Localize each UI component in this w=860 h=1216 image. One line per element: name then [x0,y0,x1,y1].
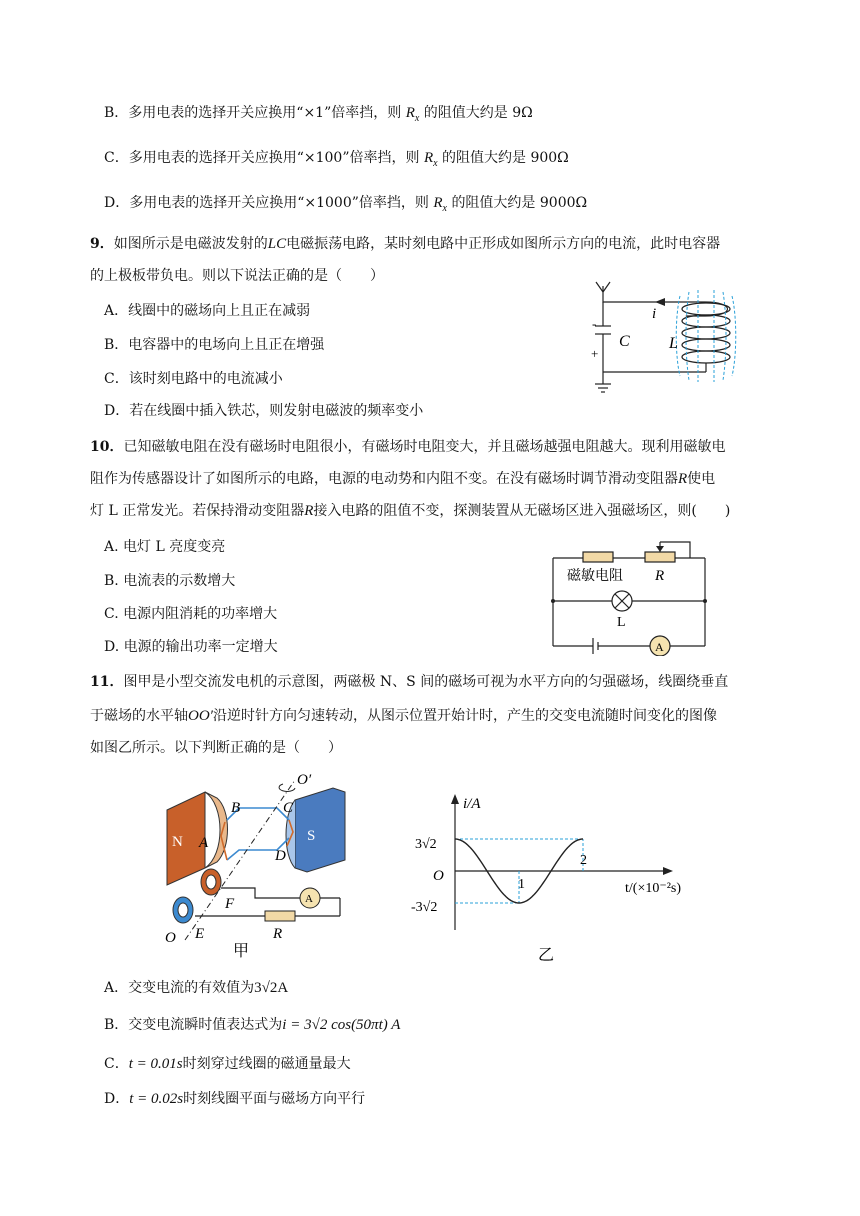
option-text: D．多用电表的选择开关应换用“×1000”倍率挡，则 [104,195,429,211]
inductor-label: L [669,335,678,352]
q11-stem-line3: 如图乙所示。以下判断正确的是（ ） [90,740,342,756]
x-tick-2: 2 [580,853,587,868]
q11-stem-line1: 11．图甲是小型交流发电机的示意图，两磁极 N、S 间的磁场可视为水平方向的匀强磁场，线圈绕垂直 [90,674,729,690]
ammeter-label: A [655,640,664,654]
magnet-n-label: N [172,834,183,850]
q10-option-c[interactable]: C. 电源内阻消耗的功率增大 [104,606,278,622]
current-label: i [652,306,657,322]
current-arrow-icon [655,298,665,306]
q9-option-b[interactable]: B．电容器中的电场向上且正在增强 [104,337,325,353]
figure-caption-jia: 甲 [233,943,250,960]
q11-option-c[interactable]: C．t = 0.01s时刻穿过线圈的磁通量最大 [104,1056,351,1072]
q9-option-c[interactable]: C．该时刻电路中的电流减小 [104,371,283,387]
current-time-chart [405,790,705,968]
slider-arrow-icon [656,546,664,552]
coil-a-label: A [199,835,209,851]
minus-sign: - [592,316,597,331]
q11-option-d[interactable]: D．t = 0.02s时刻线圈平面与磁场方向平行 [104,1091,366,1107]
plus-sign: + [591,346,599,361]
question-number: 11． [90,674,124,690]
axis-o-label: O [165,930,176,946]
q10-option-b[interactable]: B. 电流表的示数增大 [104,573,236,589]
magnetoresistor-circuit-figure [545,528,715,656]
antenna-icon [596,282,610,298]
x-tick-1: 1 [518,877,525,892]
rx-symbol: $R_x$ [433,195,447,214]
q10-option-a[interactable]: A. 电灯 L 亮度变亮 [104,539,226,555]
figure-caption-yi: 乙 [538,947,555,964]
option-text: 的阻值大约是 900Ω [442,150,569,166]
option-text: C．多用电表的选择开关应换用“×100”倍率挡，则 [104,150,420,166]
coil-b-label: B [231,800,241,816]
q11-stem-line2: 于磁场的水平轴OO′沿逆时针方向匀速转动，从图示位置开始计时，产生的交变电流随时间变化的图像 [90,708,717,724]
lc-circuit-figure [585,276,745,400]
south-pole-icon [295,788,345,872]
option-text: 的阻值大约是 9000Ω [451,195,588,211]
inductor-coil [682,302,730,372]
magnet-s-label: S [307,828,316,844]
resistor-label: R [273,926,283,942]
axis-o-prime-label: O′ [297,772,312,788]
q8-option-b[interactable] [104,103,533,129]
option-text: 的阻值大约是 9Ω [423,105,533,121]
rotation-arrow-icon [279,784,295,791]
capacitor-label: C [619,333,630,350]
q10-stem-line3: 灯 L 正常发光。若保持滑动变阻器R接入电路的阻值不变，探测装置从无磁场区进入强磁场区，则( ) [90,503,731,519]
y-tick-bottom: -3√2 [411,900,438,915]
generator-figure [155,770,355,960]
option-text: B．多用电表的选择开关应换用“×1”倍率挡，则 [104,105,402,121]
q8-option-d[interactable] [104,193,587,219]
q9-stem-line2: 的上极板带负电。则以下说法正确的是（ ） [90,268,384,284]
rx-symbol: $R_x$ [423,150,438,169]
q10-option-d[interactable]: D. 电源的输出功率一定增大 [104,639,278,655]
rx-symbol: $R_x$ [405,105,420,124]
brush-e-label: E [195,926,205,942]
coil-c-label: C [283,800,294,816]
rheostat-icon [645,552,675,562]
x-axis-arrow-icon [663,867,673,875]
question-number: 9． [90,236,114,252]
coil-d-label: D [275,848,286,864]
q9-stem-line1: 9．如图所示是电磁波发射的LC电磁振荡电路，某时刻电路中正形成如图所示方向的电流，此时电容器 [90,236,721,252]
magnetoresistor-label: 磁敏电阻 [567,569,623,584]
y-tick-top: 3√2 [415,837,437,852]
q9-option-a[interactable]: A．线圈中的磁场向上且正在减弱 [104,303,311,319]
q11-option-a[interactable]: A．交变电流的有效值为3√2A [104,980,289,996]
y-axis-arrow-icon [451,794,459,804]
q10-stem-line1: 10．已知磁敏电阻在没有磁场时电阻很小，有磁场时电阻变大，并且磁场越强电阻越大。现利用磁敏电 [90,439,726,455]
origin-label: O [433,868,444,884]
question-number: 10． [90,439,124,455]
lamp-label: L [617,615,626,630]
q10-stem-line2: 阻作为传感器设计了如图所示的电路，电源的电动势和内阻不变。在没有磁场时调节滑动变阻器R使电 [90,471,716,487]
lc-symbol: LC [267,236,287,252]
y-axis-label: i/A [463,796,481,812]
brush-f-label: F [225,896,235,912]
rheostat-label: R [655,568,665,584]
q9-option-d[interactable]: D．若在线圈中插入铁芯，则发射电磁波的频率变小 [104,403,424,419]
q8-option-c[interactable] [104,148,569,174]
resistor-icon [265,911,295,921]
x-axis-label: t/(×10⁻²s) [625,881,682,896]
magnetoresistor-icon [583,552,613,562]
ammeter-label: A [305,893,313,905]
q11-option-b[interactable]: B．交变电流瞬时值表达式为i = 3√2 cos(50πt) A [104,1017,401,1033]
